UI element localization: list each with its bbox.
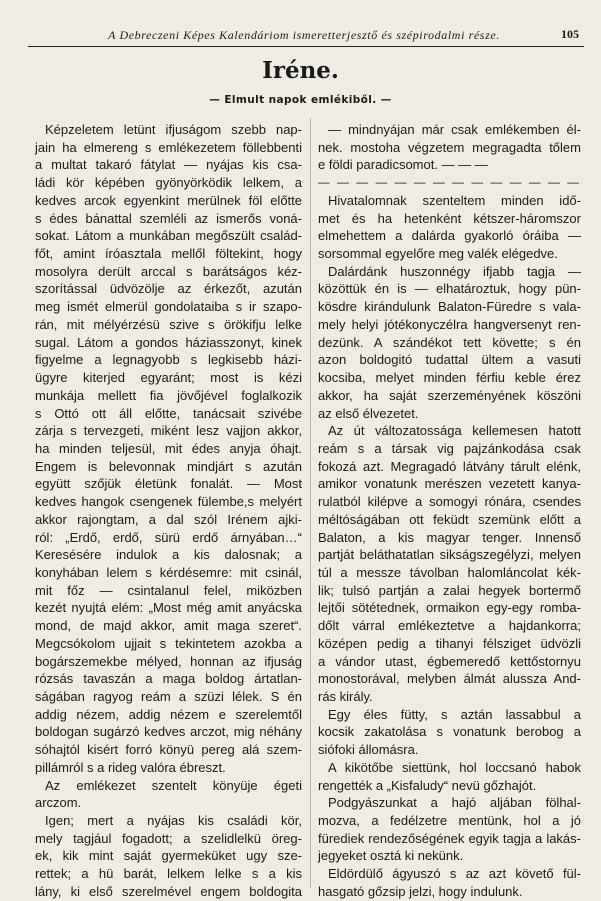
text-line: — mindnyájan már csak emlékemben él- bbox=[328, 122, 581, 137]
text-line: szorítással üdvözölje az érkezőt, azután bbox=[35, 281, 302, 297]
text-line: A kikötőbe siettünk, hol loccsanó habok bbox=[328, 759, 581, 775]
text-line: sorsommal egyelőre meg valék elégedve. bbox=[318, 246, 558, 262]
text-line: kezét nyujtá elém: „Most még amit anyácska bbox=[35, 600, 302, 616]
text-line: lejtői sötétednek, ormaikon egy-egy romba- bbox=[318, 600, 581, 616]
text-line: reám s a társak vig pajzánkodása csak bbox=[318, 440, 581, 456]
text-line: rengették a „Kisfaludy“ nevü gőzhajót. bbox=[318, 777, 537, 793]
text-line: kocsik zakatolása s vonatunk berobog a bbox=[318, 724, 581, 740]
text-line: meg ismét elmerül gondolataiba s ir szapo- bbox=[35, 299, 302, 315]
article-subtitle: — Elmult napok emlékiből. — bbox=[209, 94, 392, 106]
text-line: fürediek rendezőségének egyik tagja a lakás- bbox=[318, 830, 581, 846]
text-line: e földi paradicsomot. — — — bbox=[318, 157, 488, 173]
text-line: mond, de majd akkor, amit maga szeret“. bbox=[35, 618, 302, 634]
text-line: rás király. bbox=[318, 689, 373, 704]
text-line: Eldördülő ágyuszó s az azt követő fül- bbox=[328, 866, 581, 882]
text-line: rettek; a hü barát, lelkem lelke s a kis bbox=[35, 866, 302, 882]
text-line: sóhajtól kisért forró könyü pereg alá szem- bbox=[35, 742, 302, 758]
text-line: hasgató gőzsip jelzi, hogy indulunk. bbox=[318, 883, 523, 899]
text-line: zárja s tervezgeti, miként lesz vajjon akkor, bbox=[35, 423, 302, 439]
text-line: ról: „Erdő, erdő, sürü erdő árnyában…“ bbox=[35, 529, 302, 545]
text-line: Keresésére indulok a kis dalosnak; a bbox=[35, 547, 302, 563]
column-divider bbox=[310, 118, 311, 888]
text-line: Az emlékezet szentelt könyüje égeti bbox=[45, 777, 302, 793]
text-line: konyhában lelem s kérdésemre: mit csinál, bbox=[35, 564, 302, 580]
text-line: Az út változatossága kellemesen hatott bbox=[328, 423, 581, 439]
text-line: met és ha hetenként kétszer-háromszor bbox=[318, 210, 581, 226]
text-line: monostorával, melyben álmát alussza And- bbox=[318, 671, 581, 687]
text-line: lik; tulsó partján a zalai hegyek bortermő bbox=[318, 582, 581, 598]
text-line: Hivatalomnak szenteltem minden idő- bbox=[328, 192, 581, 208]
text-line: amikor vonatunk merészen vezetett kanya- bbox=[318, 476, 581, 492]
running-head: A Debreczeni Képes Kalendáriom ismeretterjesztő és szépirodalmi része. bbox=[108, 28, 500, 42]
text-line: dezünk. A szándékot tett követte; s én bbox=[318, 334, 581, 350]
text-line: Dalárdánk huszonnégy ifjabb tagja — bbox=[328, 263, 581, 279]
text-line: együtt szőjük életünk fonalát. — Most bbox=[35, 476, 302, 492]
article-title: Iréne. bbox=[262, 57, 339, 84]
text-line: akkor, ha saját szerzeményének köszöni bbox=[318, 387, 581, 403]
text-line: sokat. Látom a munkában megőszült család- bbox=[35, 228, 302, 244]
text-line: figyelme a legnagyobb s legkisebb házi- bbox=[35, 352, 302, 368]
text-line: sugal. Látom a gondos háziasszonyt, kinek bbox=[35, 334, 302, 350]
text-line: középen pedig a tihanyi félsziget üdvözli bbox=[318, 635, 581, 651]
text-line: Engem is belevonnak mindjárt s azután bbox=[35, 458, 302, 474]
text-line: mely tagjául fogadott; a szelidlelkü öreg- bbox=[35, 830, 302, 846]
text-line: Képzeletem letünt ifjuságom szebb nap- bbox=[45, 122, 302, 137]
header-rule bbox=[28, 46, 584, 47]
page-number: 105 bbox=[561, 27, 579, 41]
text-line: arczom. bbox=[35, 795, 82, 811]
text-line: s Ottó ott áll előtte, tanácsait szivébe bbox=[35, 405, 302, 421]
text-line: ek, kik mint saját gyermeküket ugy sze- bbox=[35, 848, 302, 864]
text-line: kocsiba, melyet minden férfiu keble érez bbox=[318, 370, 581, 386]
text-line: partját beláthatatlan sikságszegélyzi, melyen bbox=[318, 547, 581, 563]
text-line: mit főz — csintalanul felel, miközben bbox=[35, 582, 302, 598]
text-line: ságában ragyog reám a szüzi lélek. S én bbox=[35, 689, 302, 704]
text-line: főt, amint íróasztala mellől föltekint, hogy bbox=[35, 246, 302, 262]
text-line: Podgyászunkat a hajó aljában fölhal- bbox=[328, 795, 581, 811]
text-line: fokozá azt. Megragadó látvány tárult elénk, bbox=[318, 458, 581, 474]
text-line: nek. mostoha végzetem megragadta tőlem bbox=[318, 139, 581, 155]
text-line: s édes bánattal szemléli az ismerős voná- bbox=[35, 210, 302, 226]
text-line: Megcsókolom ujjait s tekintetem azokba a bbox=[35, 635, 302, 651]
text-line: jegyeket osztá ki nekünk. bbox=[318, 848, 464, 864]
text-line: munkája mellett fia jövőjével foglalkozik bbox=[35, 387, 302, 403]
section-separator: — — — — — — — — — — — — — — bbox=[318, 176, 581, 190]
text-line: dőlt várral emlékeztetve a hajdankorra; bbox=[318, 618, 581, 634]
text-line: ha minden teljesül, mit édes anyja óhajt. bbox=[35, 440, 302, 456]
text-line: pillámról s a rideg valóra ébreszt. bbox=[35, 759, 226, 775]
left-column bbox=[35, 121, 302, 901]
text-line: rózsás tavaszán a maga boldog ártatlan- bbox=[35, 671, 302, 687]
text-line: elmehettem a dalárda gyakorló óráiba — bbox=[318, 228, 581, 244]
text-line: ládi kör képében gyönyörködik lelkem, a bbox=[35, 175, 302, 191]
text-line: mosolyra derült arccal s barátságos kéz- bbox=[35, 263, 302, 279]
text-line: mozva, a fedélzetre mentünk, hol a jó bbox=[318, 813, 581, 829]
text-line: Igen; mert a nyájas kis családi kör, bbox=[45, 813, 302, 829]
text-line: siófoki állomásra. bbox=[318, 742, 419, 758]
text-line: mely helyi jótékonyczélra hangversenyt ren- bbox=[318, 316, 581, 332]
text-line: akkor rajongtam, a dal szól Irénem ajki- bbox=[35, 511, 302, 527]
text-line: lány, ki első szerelmével engem boldogita bbox=[35, 883, 302, 899]
text-line: boldogan sugárzó kedves arczot, mig néhány bbox=[35, 724, 302, 740]
text-line: kedves hangok csengenek fülembe,s melyért bbox=[35, 494, 302, 510]
text-line: kedves arcok egyenkint merülnek föl előtte bbox=[35, 192, 302, 208]
text-line: rulatból kilépve a somogyi rónára, csendes bbox=[318, 494, 581, 510]
text-line: Balaton, a kis magyar tenger. Innenső bbox=[318, 529, 581, 545]
text-line: Egy éles fütty, s aztán lassabbul a bbox=[328, 706, 581, 722]
text-line: bogárszemekbe mélyed, honnan az ifjuság bbox=[35, 653, 302, 669]
text-line: túl a messze távolban halomláncolat kék- bbox=[318, 564, 581, 580]
text-line: a vándor utast, égbemeredő kettőstornyu bbox=[318, 653, 581, 669]
right-column bbox=[318, 121, 581, 901]
text-line: közöttük én is — elhatároztuk, hogy pün- bbox=[318, 281, 581, 297]
text-line: a multat takaró fátylat — nyájas kis csa- bbox=[35, 157, 302, 173]
text-line: jain ha elmereng s emlékezetem föllebbenti bbox=[35, 139, 302, 155]
text-line: rán, mit mélyérzésü szive s örökifju lelke bbox=[35, 316, 302, 332]
text-line: az első élvezetet. bbox=[318, 405, 419, 421]
text-line: azon boldogitó tudattal ültem a vasuti bbox=[318, 352, 581, 368]
text-line: méltóságában ott feküdt szemünk előtt a bbox=[318, 511, 581, 527]
text-line: ügyre kiterjed egyaránt; most is kézi bbox=[35, 370, 302, 386]
text-line: addig nézem, addig nézem e szerelemtől bbox=[35, 706, 302, 722]
text-line: kösdre kirándulunk Balaton-Füredre s vala- bbox=[318, 299, 581, 315]
